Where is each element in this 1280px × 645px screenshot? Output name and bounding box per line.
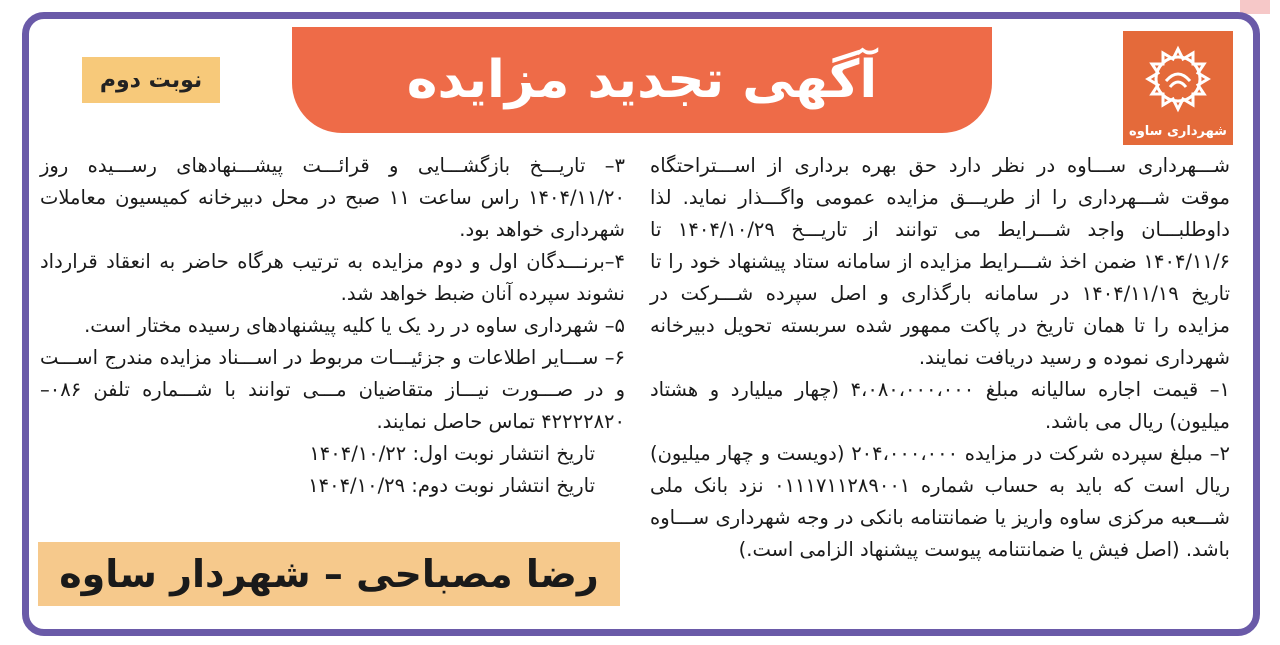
title-banner — [292, 27, 992, 133]
item-4: ۴–برنـــدگان اول و دوم مزایده به ترتیب هرگاه حاضر به انعقاد قرارداد نشوند سپرده آنان ضبط خواهد شد. — [40, 250, 625, 305]
first-publish-date: تاریخ انتشار نوبت اول: ۱۴۰۴/۱۰/۲۲ — [309, 442, 595, 465]
page-title: آگهی تجدید مزایده — [406, 50, 878, 110]
left-column — [40, 150, 625, 502]
top-accent-strip — [1240, 0, 1270, 14]
item-6: ۶– ســـایر اطلاعات و جزئیـــات مربوط در اســـناد مزایده مندرج اســـت و در صـــورت نیـــاز متقاضیان مـــی توانند با شـــماره تلفن ۰۸۶–۴۲۲۲۲۸۲۰ تماس حاصل نمایند. — [40, 346, 625, 433]
item-3: ۳– تاریـــخ بازگشـــایی و قرائـــت پیشـــنهادهای رســـیده روز ۱۴۰۴/۱۱/۲۰ راس ساعت ۱۱ صبح در محل دبیرخانه کمیسیون معاملات شهرداری خواهد بود. — [40, 154, 625, 241]
item-5: ۵– شهرداری ساوه در رد یک یا کلیه پیشنهادهای رسیده مختار است. — [84, 314, 625, 337]
logo-caption: شهرداری ساوه — [1129, 124, 1227, 139]
round-badge: نوبت دوم — [82, 57, 220, 103]
right-column — [650, 150, 1230, 566]
municipality-logo — [1123, 31, 1233, 145]
signature-block: رضا مصباحی – شهردار ساوه — [38, 542, 620, 606]
item-1: ۱– قیمت اجاره سالیانه مبلغ ۴،۰۸۰،۰۰۰،۰۰۰ (چهار میلیارد و هشتاد میلیون) ریال می باشد. — [650, 378, 1231, 433]
municipality-emblem-icon — [1137, 41, 1219, 119]
intro-paragraph: شـــهرداری ســـاوه در نظر دارد حق بهره برداری از اســـتراحتگاه موقت شـــهرداری را از طریـــق مزایده عمومی واگـــذار نماید. لذا داوطلبـــان واجد شـــرایط می توانند از تاریـــخ ۱۴۰۴/۱۰/۲۹ تا ۱۴۰۴/۱۱/۶ ضمن اخذ شـــرایط مزایده از سامانه ستاد پیشنهاد خود را تا تاریخ ۱۴۰۴/۱۱/۱۹ در سامانه بارگذاری و اصل سپرده شـــرکت در مزایده را تا همان تاریخ در پاکت ممهور شده سربسته تحویل دبیرخانه شهرداری نموده و رسید دریافت نمایند. — [650, 154, 1231, 369]
second-publish-date: تاریخ انتشار نوبت دوم: ۱۴۰۴/۱۰/۲۹ — [308, 474, 595, 497]
item-2: ۲– مبلغ سپرده شرکت در مزایده ۲۰۴،۰۰۰،۰۰۰ (دویست و چهار میلیون) ریال است که باید به حساب شماره ۰۱۱۱۷۱۱۲۸۹۰۰۱ نزد بانک ملی شـــعبه مرکزی ساوه واریز یا ضمانتنامه بانکی در وجه شهرداری ســـاوه باشد. (اصل فیش یا ضمانتنامه پیوست پیشنهاد الزامی است.) — [650, 442, 1230, 561]
